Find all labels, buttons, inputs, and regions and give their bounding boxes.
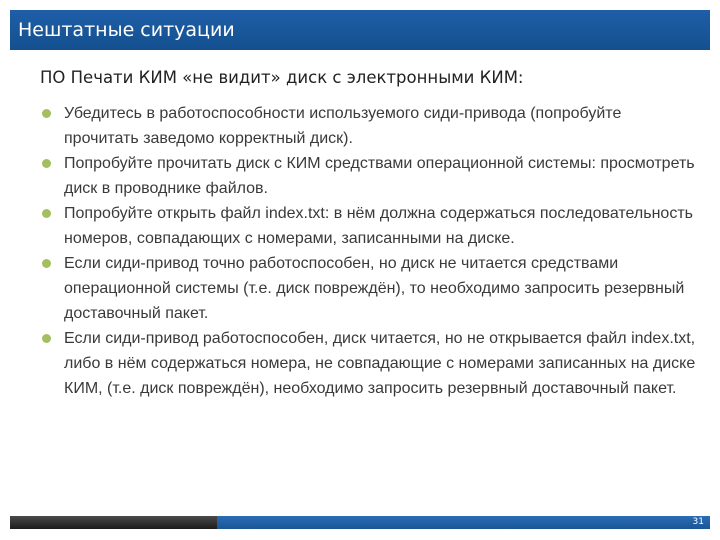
bullet-text: Если сиди-привод работоспособен, диск читается, но не открывается файл index.txt, либо в нём содержаться номера, не совпадающие с номерами записанных на диске КИМ, (т.е. диск повреждён), необходимо запросить резервный доставочный пакет. <box>64 330 696 397</box>
bullet-text: Если сиди-привод точно работоспособен, но диск не читается средствами операционной системы (т.е. диск повреждён), то необходимо запросить резервный доставочный пакет. <box>64 255 685 322</box>
bullet-item <box>40 151 700 201</box>
round-dot-icon <box>42 159 51 168</box>
title-bar <box>10 10 710 50</box>
slide-title: Нештатные ситуации <box>18 19 235 41</box>
round-dot-icon <box>42 259 51 268</box>
bullet-text: Попробуйте открыть файл index.txt: в нём должна содержаться последовательность номеров, совпадающих с номерами, записанными на диске. <box>64 205 693 247</box>
bullet-item <box>40 326 700 401</box>
bullet-item <box>40 101 700 151</box>
footer-bar <box>10 516 710 529</box>
bullet-text: Попробуйте прочитать диск с КИМ средствами операционной системы: просмотреть диск в проводнике файлов. <box>64 155 695 197</box>
round-dot-icon <box>42 209 51 218</box>
round-dot-icon <box>42 109 51 118</box>
bullet-item <box>40 201 700 251</box>
bullet-list <box>40 101 700 401</box>
bullet-item <box>40 251 700 326</box>
footer-blue-segment <box>217 516 710 529</box>
bullet-text: Убедитесь в работоспособности используемого сиди-привода (попробуйте прочитать заведомо корректный диск). <box>64 105 622 147</box>
round-dot-icon <box>42 334 51 343</box>
footer-dark-segment <box>10 516 217 529</box>
slide-content <box>40 62 700 401</box>
page-number: 31 <box>692 517 704 527</box>
slide-subtitle: ПО Печати КИМ «не видит» диск с электронными КИМ: <box>40 68 524 87</box>
